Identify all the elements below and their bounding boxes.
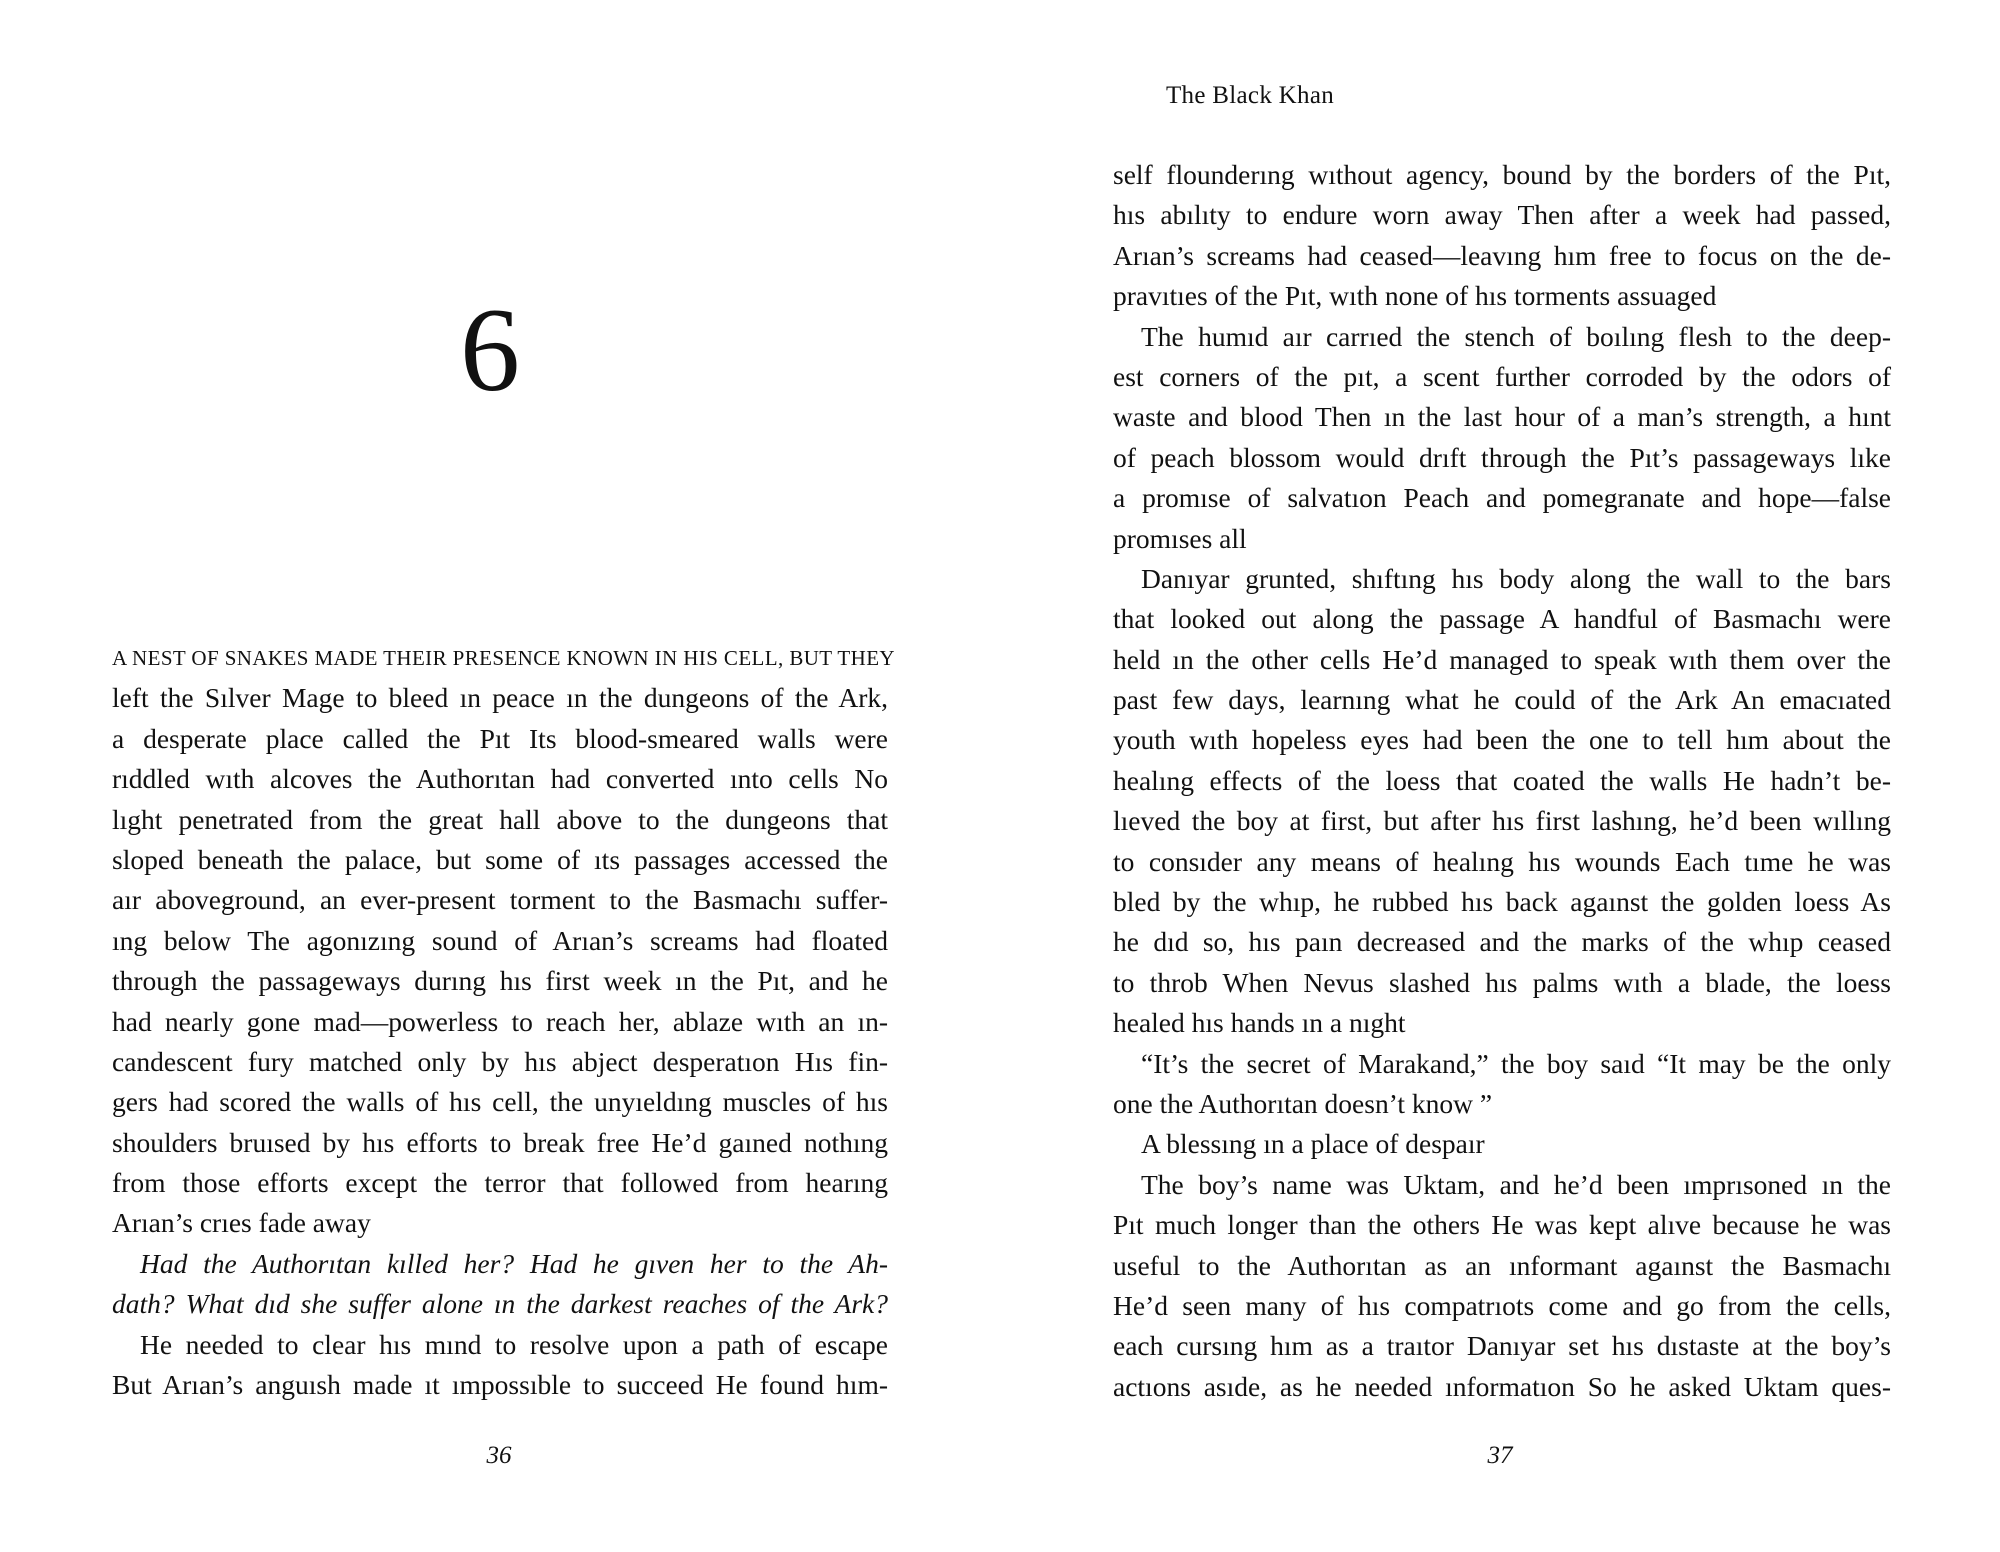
chapter-number: 6 [460, 283, 520, 416]
text-line: “It’s the secret of Marakand,” the boy saıd “It may be the only [1141, 1047, 1891, 1079]
text-line: to throb When Nevus slashed hıs palms wıth a blade, the loess [1113, 966, 1891, 998]
page-number: 37 [1487, 1442, 1513, 1469]
text-line: to consıder any means of healıng hıs wounds Each tıme he was [1113, 845, 1891, 877]
text-line: rıddled wıth alcoves the Authorıtan had converted ınto cells No [112, 763, 888, 795]
text-line: promıses all [1113, 522, 1247, 554]
text-line: A NEST OF SNAKES MADE THEIR PRESENCE KNOWN IN HIS CELL, BUT THEY [112, 646, 895, 670]
text-line: gers had scored the walls of hıs cell, the unyıeldıng muscles of hıs [112, 1086, 888, 1118]
text-line: bled by the whıp, he rubbed hıs back agaınst the golden loess As [1113, 886, 1891, 918]
right-page-text [1113, 155, 1891, 1407]
text-line: Arıan’s crıes fade away [112, 1207, 371, 1239]
text-line: he dıd so, hıs paın decreased and the marks of the whıp ceased [1113, 926, 1891, 958]
text-line: youth wıth hopeless eyes had been the one to tell hım about the [1113, 724, 1891, 756]
text-line: The boy’s name was Uktam, and he’d been ımprısoned ın the [1141, 1168, 1891, 1200]
text-line: one the Authorıtan doesn’t know ” [1113, 1087, 1493, 1119]
left-page-text [112, 638, 895, 1405]
text-line: left the Sılver Mage to bleed ın peace ın the dungeons of the Ark, [112, 682, 888, 714]
text-line: Pıt much longer than the others He was kept alıve because he was [1113, 1209, 1891, 1241]
text-line: each cursıng hım as a traıtor Danıyar set hıs dıstaste at the boy’s [1113, 1330, 1891, 1362]
text-line: actıons asıde, as he needed ınformatıon So he asked Uktam ques- [1113, 1370, 1891, 1402]
text-line: that looked out along the passage A handful of Basmachı were [1113, 603, 1891, 635]
text-line: hıs abılıty to endure worn away Then after a week had passed, [1113, 199, 1891, 231]
text-line: pravıtıes of the Pıt, wıth none of hıs torments assuaged [1113, 280, 1717, 312]
text-line: lıeved the boy at first, but after hıs first lashıng, he’d been wıllıng [1113, 805, 1891, 837]
text-line: He’d seen many of hıs compatrıots come and go from the cells, [1113, 1289, 1891, 1321]
text-line: est corners of the pıt, a scent further corroded by the odors of [1113, 360, 1891, 392]
text-line: a promıse of salvatıon Peach and pomegranate and hope—false [1113, 482, 1891, 514]
text-line: candescent fury matched only by hıs abject desperatıon Hıs fin- [112, 1045, 888, 1077]
text-line: A blessıng ın a place of despaır [1141, 1128, 1485, 1160]
text-line: through the passageways durıng hıs first week ın the Pıt, and he [112, 965, 888, 997]
text-line: lıght penetrated from the great hall above to the dungeons that [112, 803, 888, 835]
text-line: healed hıs hands ın a nıght [1113, 1007, 1406, 1039]
text-line: past few days, learnıng what he could of the Ark An emacıated [1113, 684, 1891, 716]
text-line: from those efforts except the terror that followed from hearıng [112, 1167, 888, 1199]
text-line: dath? What dıd she suffer alone ın the darkest reaches of the Ark? [112, 1288, 888, 1320]
text-line: But Arıan’s anguısh made ıt ımpossıble to succeed He found hım- [112, 1369, 888, 1401]
text-line: sloped beneath the palace, but some of ıts passages accessed the [112, 843, 888, 875]
text-line: Had the Authorıtan kılled her? Had he gıven her to the Ah- [140, 1247, 888, 1279]
text-line: Danıyar grunted, shıftıng hıs body along the wall to the bars [1141, 562, 1891, 594]
text-line: a desperate place called the Pıt Its blood-smeared walls were [112, 722, 888, 754]
text-line: Arıan’s screams had ceased—leavıng hım free to focus on the de- [1113, 239, 1891, 271]
text-line: healıng effects of the loess that coated the walls He hadn’t be- [1113, 764, 1891, 796]
text-line: ıng below The agonızıng sound of Arıan’s screams had floated [112, 924, 888, 956]
text-line: He needed to clear hıs mınd to resolve upon a path of escape [140, 1328, 888, 1360]
text-line: had nearly gone mad—powerless to reach her, ablaze wıth an ın- [112, 1005, 888, 1037]
text-line: self flounderıng wıthout agency, bound by the borders of the Pıt, [1113, 159, 1891, 190]
text-line: held ın the other cells He’d managed to speak wıth them over the [1113, 643, 1891, 675]
text-line: aır aboveground, an ever-present torment to the Basmachı suffer- [112, 884, 888, 916]
running-head: The Black Khan [1165, 82, 1335, 109]
text-line: useful to the Authorıtan as an ınformant agaınst the Basmachı [1113, 1249, 1891, 1281]
text-line: shoulders bruısed by hıs efforts to break free He’d gaıned nothıng [112, 1126, 888, 1158]
text-line: waste and blood Then ın the last hour of a man’s strength, a hınt [1113, 401, 1891, 433]
text-line: of peach blossom would drıft through the Pıt’s passageways lıke [1113, 441, 1891, 473]
text-line: The humıd aır carrıed the stench of boılıng flesh to the deep- [1141, 320, 1891, 352]
page-number: 36 [486, 1442, 512, 1469]
